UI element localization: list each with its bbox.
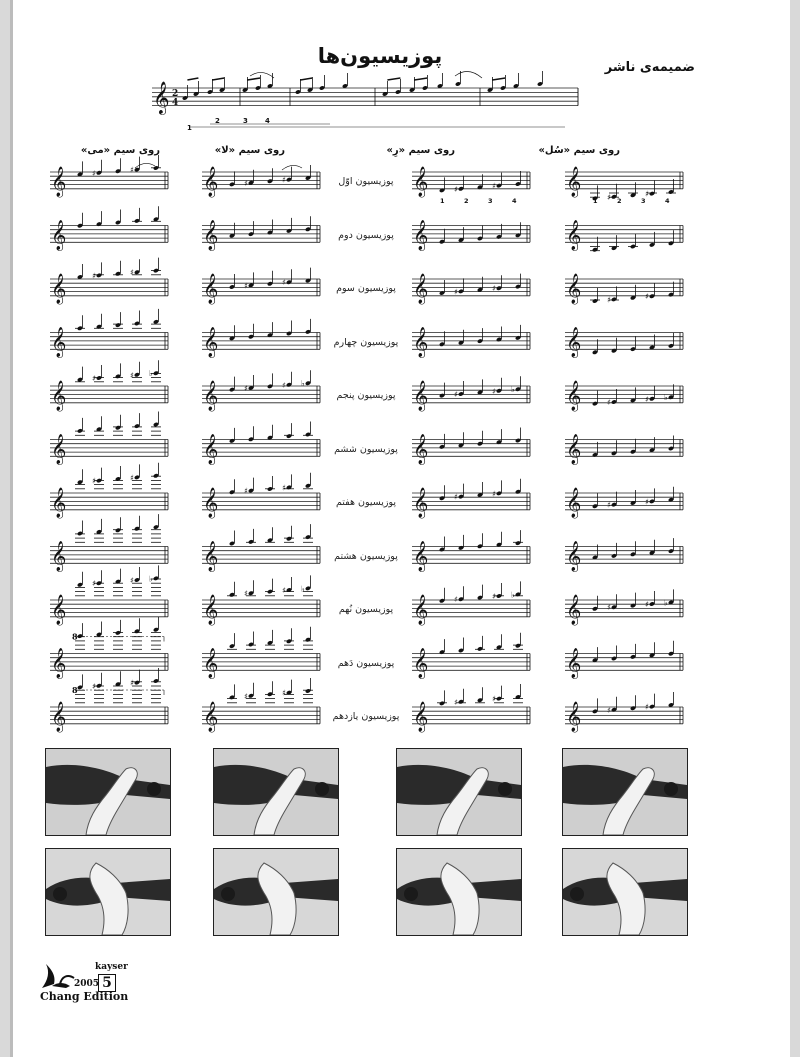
fingering-number: 2 [215,117,220,125]
flat-sign-icon: ♭ [664,393,668,403]
sharp-sign-icon: ♯ [607,603,611,613]
beam [387,78,400,80]
sharp-sign-icon: ♯ [607,295,611,305]
fingering-number: 3 [641,197,646,205]
treble-clef-icon: 𝄞 [566,327,582,358]
treble-clef-icon: 𝄞 [566,434,582,465]
treble-clef-icon: 𝄞 [566,648,582,679]
beam [187,78,198,80]
series-name: kayser [95,962,128,972]
treble-clef-icon: 𝄞 [413,702,429,732]
violin-photo-image [46,749,170,835]
fingering-number: 1 [593,197,598,205]
treble-clef-icon: 𝄞 [413,648,429,679]
slur [250,72,274,78]
fingering-number: 2 [617,197,622,205]
beam [414,78,427,80]
page-title: پوزیسیون‌ها [317,44,443,68]
sharp-sign-icon: ♯ [244,178,248,188]
beam [492,78,505,80]
sharp-sign-icon: ♯ [244,691,248,701]
treble-clef-icon: 𝄞 [413,327,429,358]
treble-clef-icon: 𝄞 [203,274,219,304]
sharp-sign-icon: ♯ [454,184,458,194]
treble-clef-icon: 𝄞 [413,434,429,465]
sharp-sign-icon: ♯ [645,600,649,609]
treble-clef-icon: 𝄞 [51,327,67,358]
beam [212,78,224,80]
sharp-sign-icon: ♯ [645,292,649,302]
sharp-sign-icon: ♯ [282,278,286,288]
sharp-sign-icon: ♯ [92,579,96,589]
sharp-sign-icon: ♯ [607,500,611,510]
string-label-sol: روی سیم «سُل» [538,145,620,156]
sharp-sign-icon: ♯ [130,473,134,483]
sharp-sign-icon: ♯ [92,476,96,486]
violin-photo-image [214,849,338,935]
treble-clef-icon: 𝄞 [413,488,429,518]
sharp-sign-icon: ♯ [492,386,496,396]
position-label: پوزیسیون ششم [334,443,398,455]
string-label-mi: روی سیم «می» [80,145,160,156]
treble-clef-icon: 𝄞 [203,167,219,197]
fingering-number: 4 [512,197,517,205]
beam [247,78,260,80]
flat-sign-icon: ♭ [301,584,305,594]
fingering-number: 2 [464,197,469,205]
sharp-sign-icon: ♯ [607,192,611,202]
treble-clef-icon: 𝄞 [203,434,219,465]
fingering-number: 4 [265,117,270,125]
treble-clef-icon: 𝄞 [51,434,67,465]
violin-photo-image [397,849,521,935]
treble-clef-icon: 𝄞 [51,541,67,572]
sharp-sign-icon: ♯ [130,268,134,278]
sharp-sign-icon: ♯ [282,483,286,493]
treble-clef-icon: 𝄞 [203,381,219,411]
treble-clef-icon: 𝄞 [566,595,582,625]
violin-hand-photo [213,748,339,836]
violin-hand-photo [562,848,688,936]
violin-hand-photo [45,848,171,936]
fingering-number: 3 [488,197,493,205]
treble-clef-icon: 𝄞 [51,167,67,197]
treble-clef-icon: 𝄞 [203,220,219,251]
sharp-sign-icon: ♯ [244,589,248,599]
position-label: پوزیسیون اوّل [338,176,394,187]
position-label: پوزیسیون چهارم [333,336,399,348]
sharp-sign-icon: ♯ [282,380,286,390]
fingering-number: 1 [187,124,192,132]
violin-photo-image [214,749,338,835]
publication-year: 2005 [74,979,100,989]
sharp-sign-icon: ♯ [130,576,134,585]
treble-clef-icon: 𝄞 [51,220,67,251]
string-label-la: روی سیم «لا» [214,145,285,156]
violin-photo-image [397,749,521,835]
sharp-sign-icon: ♯ [645,497,649,507]
position-label: پوزیسیون دَهم [337,657,395,669]
sharp-sign-icon: ♯ [492,181,496,191]
sharp-sign-icon: ♯ [607,398,611,407]
position-label: پوزیسیون سوم [336,283,396,294]
flat-sign-icon: ♭ [664,598,668,608]
treble-clef-icon: 𝄞 [566,274,582,304]
violin-hand-photo [562,748,688,836]
beam [300,78,312,80]
treble-clef-icon: 𝄞 [51,648,67,679]
sharp-sign-icon: ♯ [282,586,286,595]
sharp-sign-icon: ♯ [454,390,458,399]
sharp-sign-icon: ♯ [130,678,134,688]
position-label: پوزیسیون نُهم [338,604,394,615]
treble-clef-icon: 𝄞 [203,327,219,358]
sharp-sign-icon: ♯ [492,694,496,704]
sharp-sign-icon: ♯ [130,165,134,175]
violin-hand-photo [396,748,522,836]
sharp-sign-icon: ♯ [92,681,96,691]
treble-clef-icon: 𝄞 [51,274,67,304]
treble-clef-icon: 𝄞 [566,167,582,197]
treble-clef-icon: 𝄞 [51,702,67,732]
ottava-mark: 8 [72,631,78,642]
sharp-sign-icon: ♯ [492,489,496,499]
slur [135,163,155,168]
appendix-label: ضمیمه‌ی ناشر [604,60,695,75]
sharp-sign-icon: ♯ [645,702,649,712]
treble-clef-icon: 𝄞 [51,488,67,518]
violin-hand-photo [45,748,171,836]
position-label: پوزیسیون یازدهم [332,711,400,722]
treble-clef-icon: 𝄞 [566,488,582,518]
sharp-sign-icon: ♯ [92,271,96,281]
publisher-name: Chang Edition [40,990,129,1003]
sharp-sign-icon: ♯ [454,595,458,605]
position-label: پوزیسیون هفتم [335,497,397,508]
treble-clef-icon: 𝄞 [413,220,429,251]
violin-photo-image [563,749,687,835]
sharp-sign-icon: ♯ [92,374,96,383]
flat-sign-icon: ♭ [149,369,153,379]
slur [455,71,482,78]
time-signature-top: 2 [172,89,179,99]
treble-clef-icon: 𝄞 [203,648,219,679]
sharp-sign-icon: ♯ [454,697,458,707]
treble-clef-icon: 𝄞 [413,541,429,572]
sharp-sign-icon: ♯ [454,287,458,297]
sharp-sign-icon: ♯ [244,281,248,291]
sharp-sign-icon: ♯ [130,370,134,380]
sharp-sign-icon: ♯ [645,189,649,199]
page-number: 5 [98,974,116,992]
position-label: پوزیسیون پنجم [336,390,396,401]
slur [282,165,302,170]
treble-clef-icon: 𝄞 [203,595,219,625]
sharp-sign-icon: ♯ [282,175,286,185]
position-label: پوزیسیون دوم [338,229,394,241]
treble-clef-icon: 𝄞 [566,541,582,572]
treble-clef-icon: 𝄞 [566,702,582,732]
sharp-sign-icon: ♯ [92,168,96,178]
treble-clef-icon: 𝄞 [51,595,67,625]
treble-clef-icon: 𝄞 [51,381,67,411]
violin-hand-photo [396,848,522,936]
flat-sign-icon: ♭ [511,385,515,395]
fingering-number: 3 [243,117,248,125]
treble-clef-icon: 𝄞 [413,595,429,625]
treble-clef-icon: 𝄞 [566,381,582,411]
sharp-sign-icon: ♯ [607,705,611,715]
sharp-sign-icon: ♯ [492,592,496,601]
treble-clef-icon: 𝄞 [566,220,582,251]
sharp-sign-icon: ♯ [282,688,286,698]
sharp-sign-icon: ♯ [244,384,248,393]
violin-photo-image [46,849,170,935]
treble-clef-icon: 𝄞 [413,167,429,197]
time-signature-bottom: 4 [172,98,179,108]
treble-clef-icon: 𝄞 [203,488,219,518]
sharp-sign-icon: ♯ [492,284,496,294]
flat-sign-icon: ♭ [149,574,153,584]
violin-hand-photo [213,848,339,936]
treble-clef-icon: 𝄞 [153,81,170,114]
treble-clef-icon: 𝄞 [413,381,429,411]
treble-clef-icon: 𝄞 [203,702,219,732]
string-label-re: روی سیم «رِ» [386,145,455,156]
flat-sign-icon: ♭ [511,590,515,600]
violin-photo-image [563,849,687,935]
fingering-number: 4 [665,197,670,205]
position-label: پوزیسیون هشتم [334,550,398,562]
sharp-sign-icon: ♯ [454,492,458,502]
flat-sign-icon: ♭ [301,379,305,389]
ottava-mark: 8 [72,685,78,695]
sharp-sign-icon: ♯ [244,486,248,496]
treble-clef-icon: 𝄞 [413,274,429,304]
treble-clef-icon: 𝄞 [203,541,219,572]
sharp-sign-icon: ♯ [645,394,649,404]
fingering-number: 1 [440,197,445,205]
